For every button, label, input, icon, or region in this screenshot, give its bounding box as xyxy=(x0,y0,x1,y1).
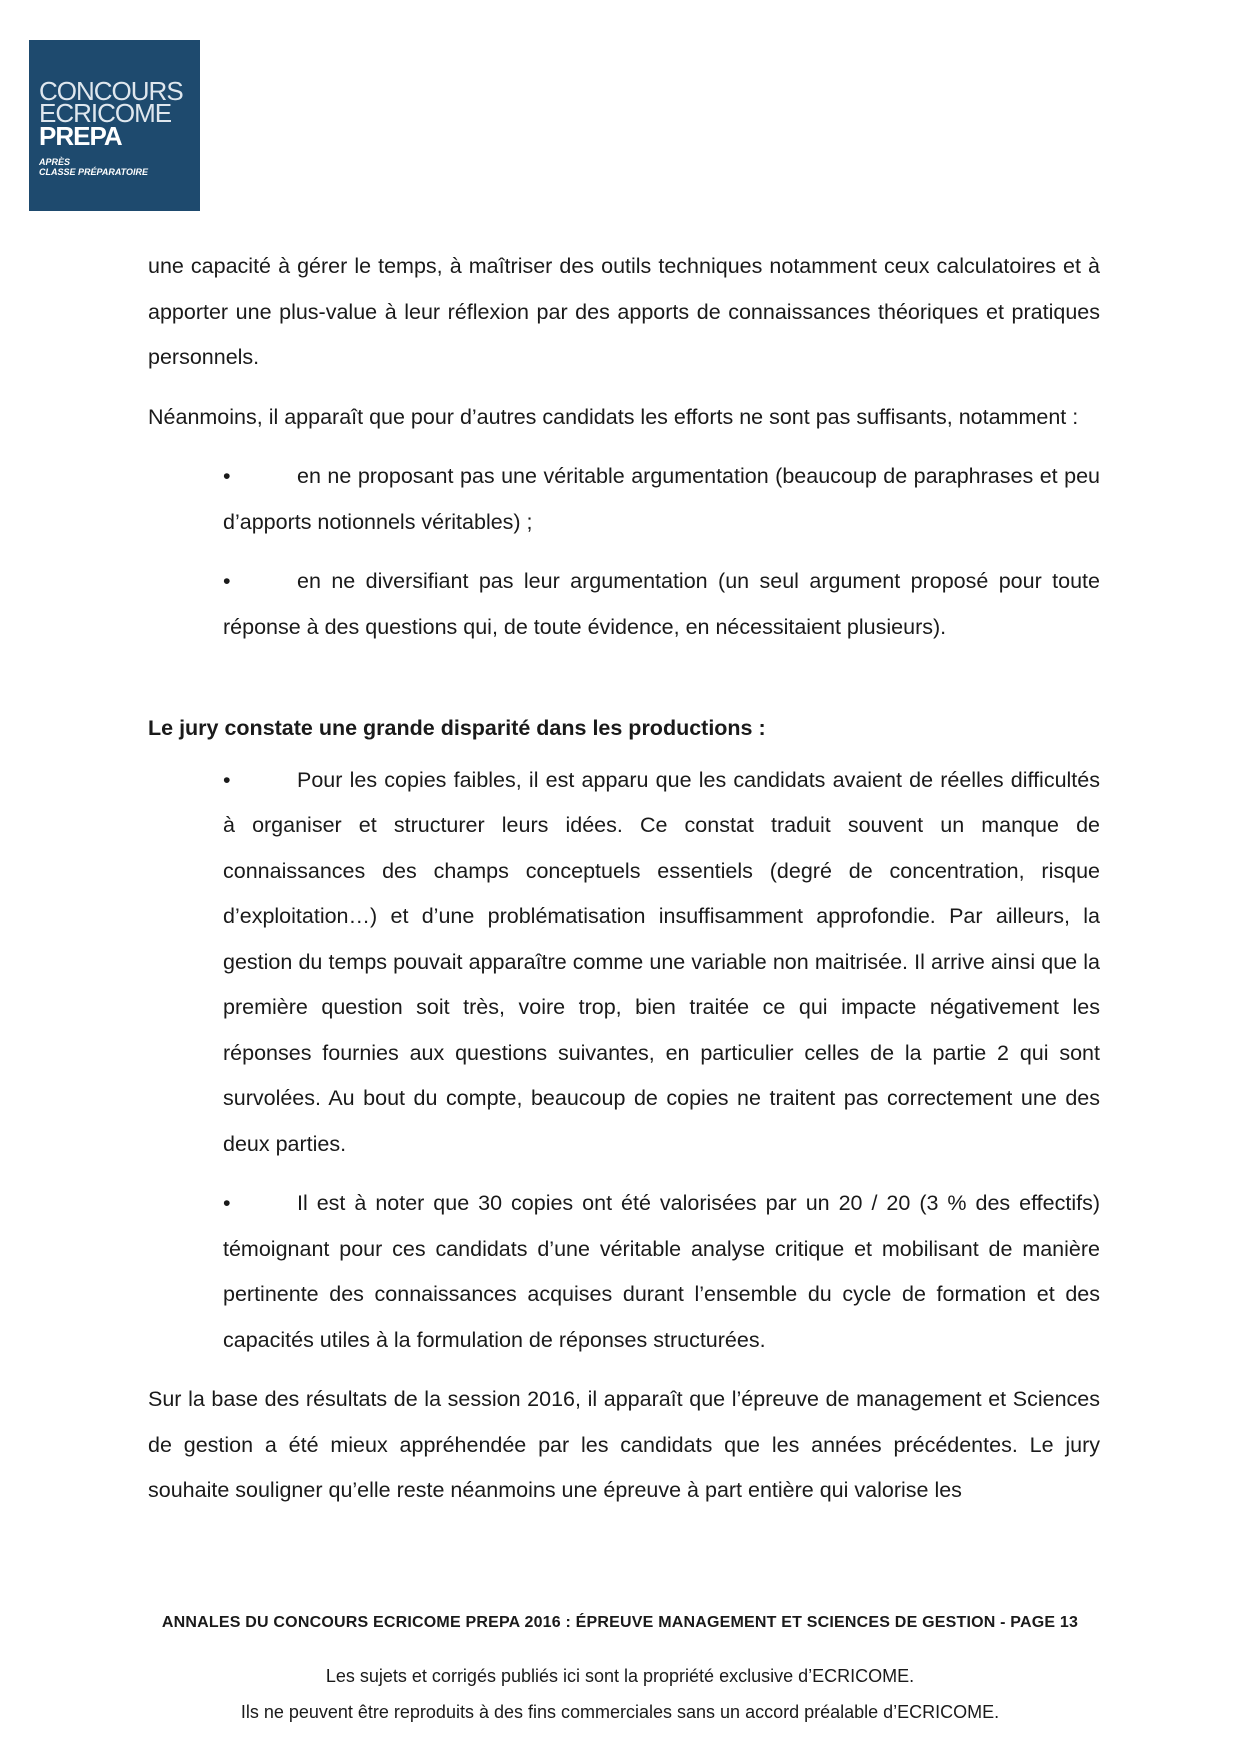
list-item-text: Pour les copies faibles, il est apparu que les candidats avaient de réelles difficultés à organiser et structurer leurs idées. Ce constat traduit souvent un manque de connaissances des champs conceptuels essentiels (degré de concentration, risque d’exploitation…) et d’une problématisation insuffisamment approfondie. Par ailleurs, la gestion du temps pouvait apparaître comme une variable non maitrisée. Il arrive ainsi que la première question soit très, voire trop, bien traitée ce qui impacte négativement les réponses fournies aux questions suivantes, en particulier celles de la partie 2 qui sont survolées. Au bout du compte, beaucoup de copies ne traitent pas correctement une des deux parties. xyxy=(223,767,1100,1156)
list-item-text: en ne diversifiant pas leur argumentation (un seul argument proposé pour toute réponse à des questions qui, de toute évidence, en nécessitaient plusieurs). xyxy=(223,569,1100,639)
footer-copyright-line-1: Les sujets et corrigés publiés ici sont la propriété exclusive d’ECRICOME. xyxy=(325,1666,915,1686)
list-item xyxy=(223,758,1100,1168)
document-body xyxy=(148,244,1100,1514)
logo-line-classe-preparatoire: CLASSE PRÉPARATOIRE xyxy=(39,167,149,177)
list-item xyxy=(223,559,1100,650)
bullet-list-2 xyxy=(148,758,1100,1364)
paragraph-3: Sur la base des résultats de la session 2016, il apparaît que l’épreuve de management et Sciences de gestion a été mieux appréhendée par les candidats que les années précédentes. Le jury souhaite souligner qu’elle reste néanmoins une épreuve à part entière qui valorise les xyxy=(148,1387,1100,1502)
logo-line-ecricome: ECRICOME xyxy=(39,98,172,128)
list-item-text: en ne proposant pas une véritable argumentation (beaucoup de paraphrases et peu d’apports notionnels véritables) ; xyxy=(223,464,1100,534)
logo-line-prepa: PREPA xyxy=(39,121,122,151)
bullet-icon: • xyxy=(223,1191,231,1215)
logo-line-apres: APRÈS xyxy=(39,157,71,167)
ecricome-logo xyxy=(29,40,200,211)
bullet-icon: • xyxy=(223,464,231,488)
logo-line-concours: CONCOURS xyxy=(39,76,183,106)
paragraph-2: Néanmoins, il apparaît que pour d’autres candidats les efforts ne sont pas suffisants, notamment : xyxy=(148,404,1079,429)
list-item-text: Il est à noter que 30 copies ont été valorisées par un 20 / 20 (3 % des effectifs) témoignant pour ces candidats d’une véritable analyse critique et mobilisant de manière pertinente des connaissances acquises durant l’ensemble du cycle de formation et des capacités utiles à la formulation de réponses structurées. xyxy=(223,1191,1100,1352)
bullet-icon: • xyxy=(223,767,231,792)
section-heading: Le jury constate une grande disparité dans les productions : xyxy=(148,716,766,740)
bullet-list-1 xyxy=(148,454,1100,650)
bullet-icon: • xyxy=(223,569,231,593)
footer-copyright-line-2: Ils ne peuvent être reproduits à des fins commerciales sans un accord préalable d’ECRICOME. xyxy=(240,1702,1000,1722)
paragraph-1: une capacité à gérer le temps, à maîtriser des outils techniques notamment ceux calculatoires et à apporter une plus-value à leur réflexion par des apports de connaissances théoriques et pratiques personnels. xyxy=(148,254,1100,369)
footer-title: ANNALES DU CONCOURS ECRICOME PREPA 2016 : ÉPREUVE MANAGEMENT ET SCIENCES DE GESTION - PAGE 13 xyxy=(161,1614,1079,1631)
list-item xyxy=(223,454,1100,545)
list-item xyxy=(223,1181,1100,1363)
